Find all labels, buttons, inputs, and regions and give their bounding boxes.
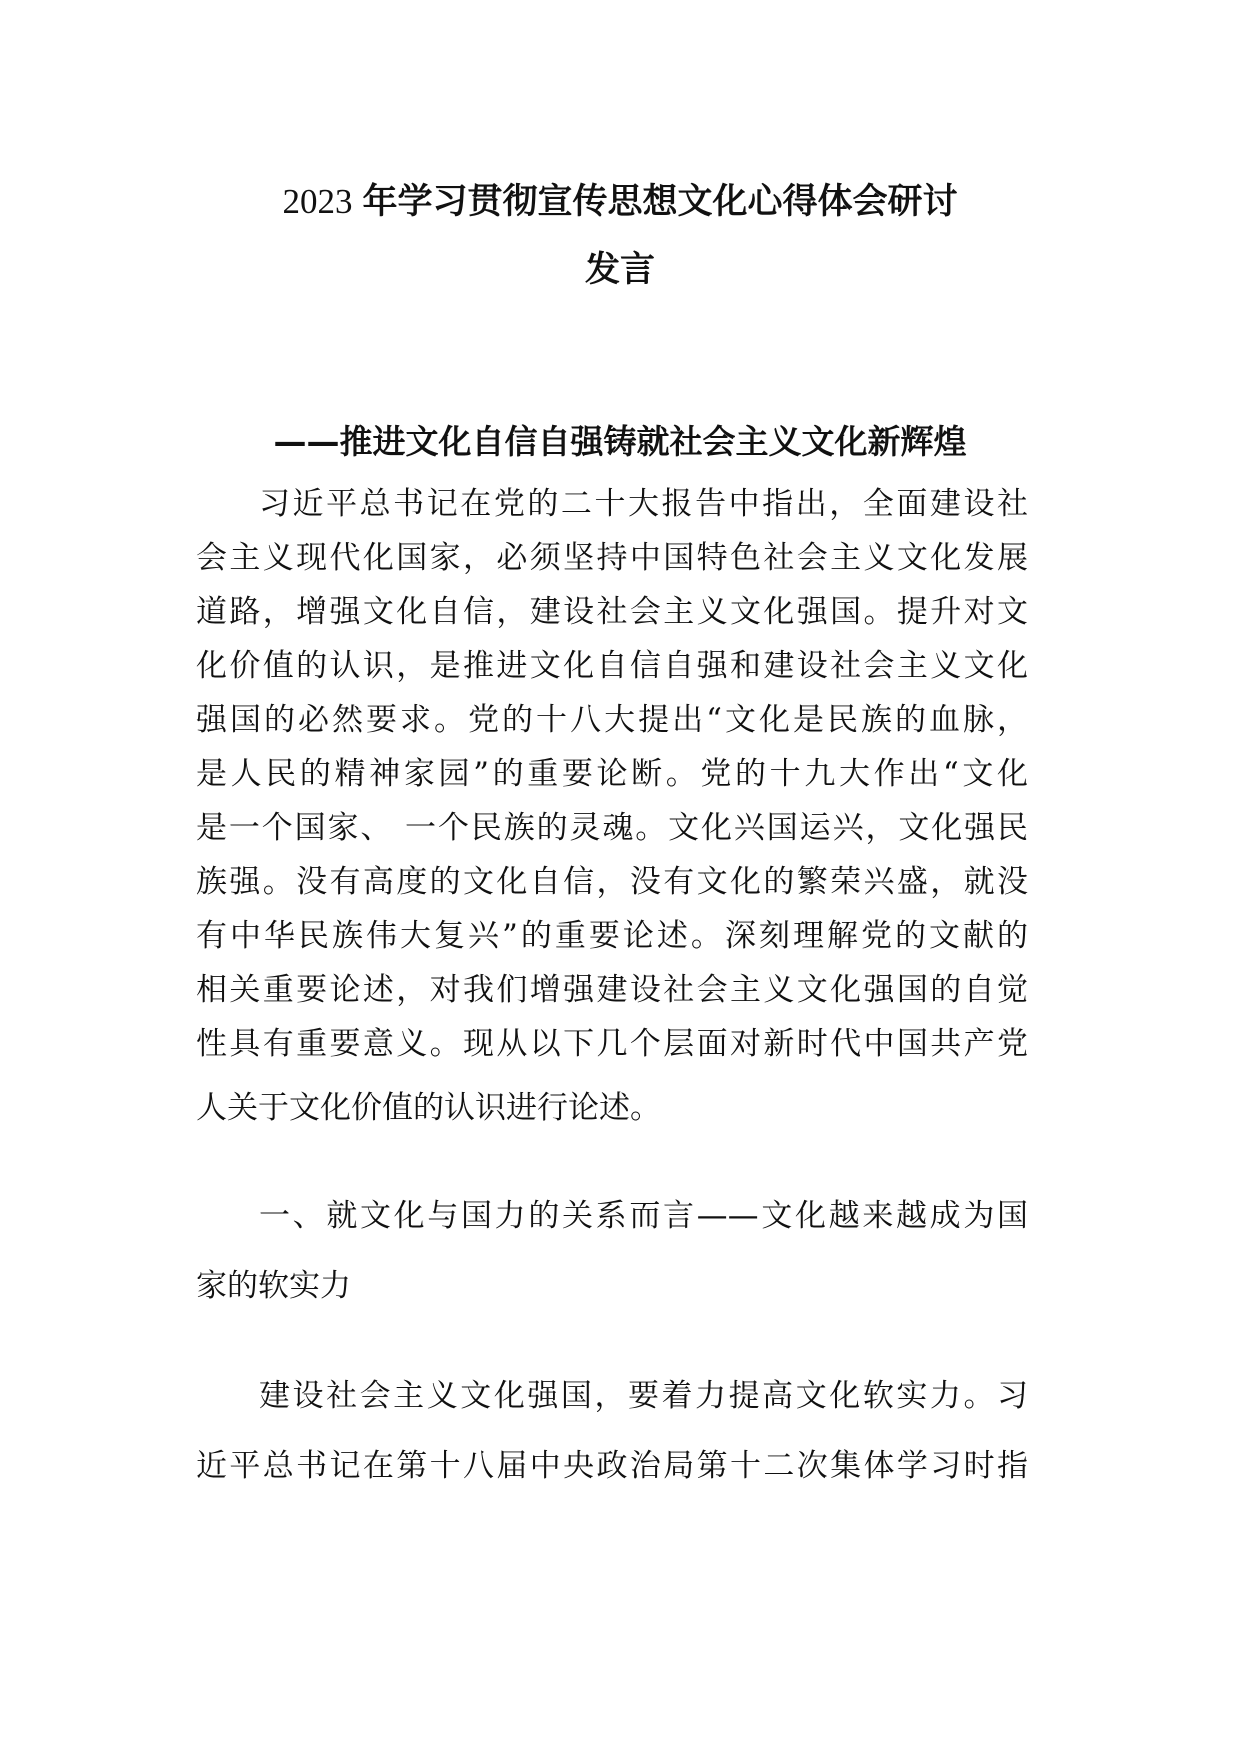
section-1-heading: 一、就文化与国力的关系而言——文化越来越成为国 — [259, 1198, 1028, 1234]
document-subtitle: ——推进文化自信自强铸就社会主义文化新辉煌 — [273, 422, 967, 461]
paragraph-1-line: 族强。没有高度的文化自信，没有文化的繁荣兴盛，就没 — [196, 864, 1028, 900]
paragraph-2-line: 建设社会主义文化强国，要着力提高文化软实力。习 — [259, 1378, 1028, 1414]
paragraph-1-line: 化价值的认识，是推进文化自信自强和建设社会主义文化 — [196, 648, 1028, 684]
paragraph-1-line: 是一个国家、 一个民族的灵魂。文化兴国运兴，文化强民 — [196, 810, 1028, 846]
document-title-line-2: 发言 — [584, 250, 655, 290]
paragraph-2-line: 近平总书记在第十八届中央政治局第十二次集体学习时指 — [196, 1448, 1028, 1484]
document-title-line-1 — [150, 182, 1090, 222]
paragraph-1-line: 习近平总书记在党的二十大报告中指出，全面建设社 — [259, 486, 1028, 522]
paragraph-1-line: 性具有重要意义。现从以下几个层面对新时代中国共产党 — [196, 1026, 1028, 1062]
paragraph-1-line: 是人民的精神家园”的重要论断。党的十九大作出“文化 — [196, 756, 1028, 792]
paragraph-1-line: 相关重要论述，对我们增强建设社会主义文化强国的自觉 — [196, 972, 1028, 1008]
paragraph-1-line: 有中华民族伟大复兴”的重要论述。深刻理解党的文献的 — [196, 918, 1028, 954]
paragraph-1-line: 会主义现代化国家，必须坚持中国特色社会主义文化发展 — [196, 540, 1028, 576]
title-year: 2023 — [282, 182, 353, 221]
section-1-heading-continued: 家的软实力 — [196, 1268, 351, 1304]
paragraph-1-line: 强国的必然要求。党的十八大提出“文化是民族的血脉， — [196, 702, 1028, 738]
paragraph-1-line: 人关于文化价值的认识进行论述。 — [196, 1090, 661, 1126]
title-text: 年学习贯彻宣传思想文化心得体会研讨 — [362, 182, 958, 222]
paragraph-1-line: 道路，增强文化自信，建设社会主义文化强国。提升对文 — [196, 594, 1028, 630]
